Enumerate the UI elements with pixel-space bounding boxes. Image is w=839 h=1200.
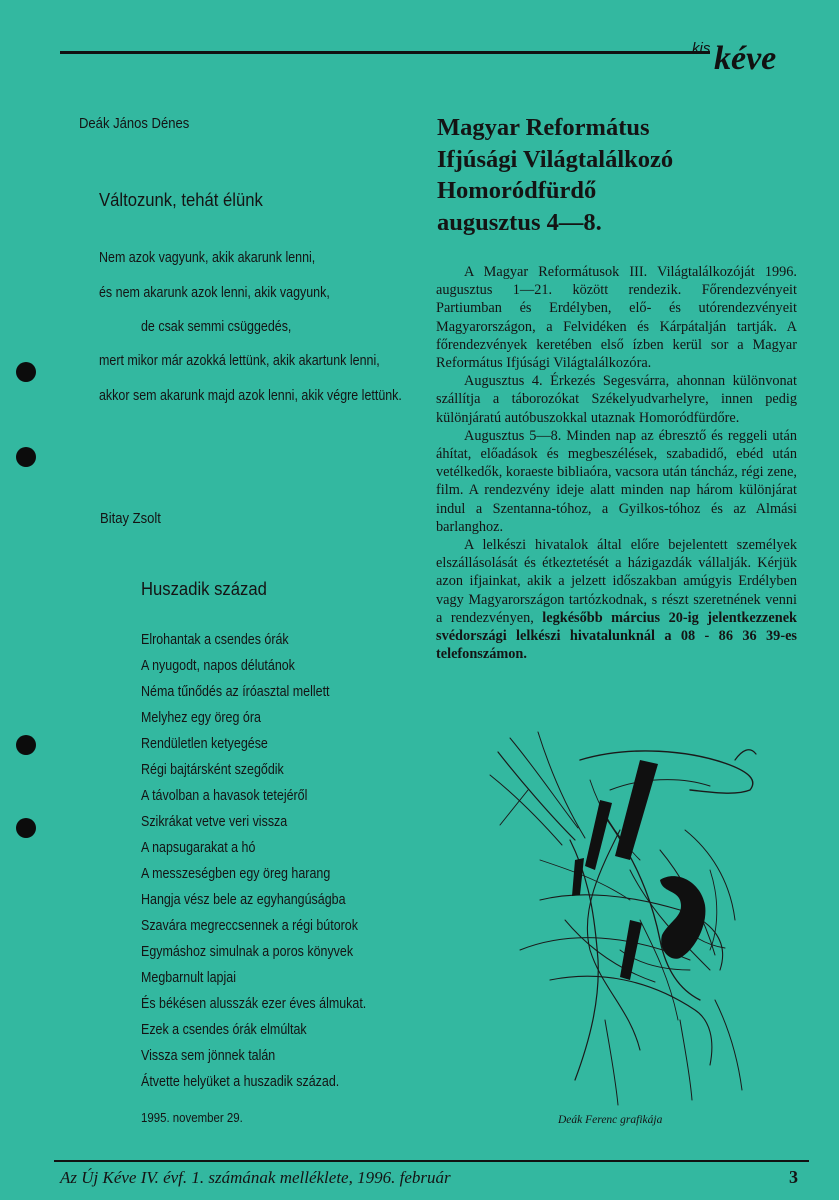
- poem2-line: Melyhez egy öreg óra: [141, 710, 261, 726]
- masthead-logo: [692, 38, 802, 82]
- poem2-date: 1995. november 29.: [141, 1110, 243, 1125]
- poem2-line: Hangja vész bele az egyhangúságba: [141, 892, 346, 908]
- poem2-title: Huszadik század: [141, 578, 267, 599]
- poem2-line: Megbarnult lapjai: [141, 970, 236, 986]
- article-paragraph: A Magyar Reformátusok III. Világtalálkozóját 1996. augusztus 1—21. között rendezik. Főrendezvényeit Partiumban és Erdélyben, elő- és utórendezvényeit Magyarországon, a Felvidéken és Kárpátalján tartják. A főrendezvények keretében első ízben kerül sor a Magyar Református Ifjúsági Világtalálkozóra.: [436, 264, 797, 372]
- article-bold-deadline: legkésőbb március 20-ig jelentkezzenek svédországi lelkészi hivatalunknál a 08 - 86 36 39-es telefonszámon.: [436, 609, 797, 663]
- article-body: [436, 263, 797, 663]
- header-rule: [60, 51, 710, 54]
- masthead-small: kis: [692, 40, 711, 57]
- poem2-line: Egymáshoz simulnak a poros könyvek: [141, 944, 354, 960]
- poem2-line: A távolban a havasok tetejéről: [141, 788, 308, 804]
- poem2-line: Ezek a csendes órák elmúltak: [141, 1022, 307, 1038]
- poem2-line: Átvette helyüket a huszadik század.: [141, 1074, 340, 1090]
- poem2-author: Bitay Zsolt: [100, 511, 161, 527]
- poem1-title: Változunk, tehát élünk: [99, 189, 263, 210]
- poem1-line: akkor sem akarunk majd azok lenni, akik végre lettünk.: [99, 388, 402, 404]
- poem2-line: Rendületlen ketyegése: [141, 736, 268, 752]
- binder-hole-3: [16, 735, 36, 755]
- article-paragraph: Augusztus 5—8. Minden nap az ébresztő és reggeli után áhítat, előadások és megbeszélések, szabadidő, ebéd után vetélkedők, koraeste bibliaóra, vacsora után táncház, régi zene, film. A rendezvény ideje alatt minden nap három különjárat indul a Szentanna-tóhoz, a Gyilkos-tóhoz és az Almási barlanghoz.: [436, 427, 797, 535]
- binder-hole-2: [16, 447, 36, 467]
- binder-hole-4: [16, 818, 36, 838]
- article-title-line: Ifjúsági Világtalálkozó: [437, 145, 674, 173]
- horse-ink-drawing: [480, 720, 780, 1110]
- poem1-line: és nem akarunk azok lenni, akik vagyunk,: [99, 285, 330, 301]
- article-title-line: augusztus 4—8.: [437, 208, 602, 236]
- article-title: [437, 112, 797, 238]
- poem2-line: A napsugarakat a hó: [141, 840, 256, 856]
- article-paragraph-contact: [436, 536, 797, 663]
- article-title-line: Magyar Református: [437, 114, 650, 141]
- article-paragraph: Augusztus 4. Érkezés Segesvárra, ahonnan különvonat szállítja a táborozókat Székelyudvarhelyre, innen pedig különjáratú autóbuszokkal utaznak Homoródfürdőre.: [436, 373, 797, 426]
- article-title-line: Homoródfürdő: [437, 177, 597, 204]
- poem2-line: Néma tűnődés az íróasztal mellett: [141, 684, 330, 700]
- poem2-line: És békésen alusszák ezer éves álmukat.: [141, 996, 367, 1012]
- masthead-large: kéve: [714, 40, 777, 77]
- poem2-line: Régi bajtársként szegődik: [141, 762, 284, 778]
- page-number: 3: [789, 1167, 798, 1187]
- article-text: A lelkészi hivatalok által előre bejelentett személyek elszállásolását és étkeztetését a házigazdák vállalják. Kérjük azon ifjainkat, akik a jelzett időszakban amúgyis Erdélyben vagy Magyarországon tartózkodnak, s részt szeretnének venni a rendezvényen,: [436, 537, 797, 626]
- poem2-line: Szikrákat vetve veri vissza: [141, 814, 288, 830]
- poem1-author: Deák János Dénes: [79, 116, 190, 132]
- artwork-caption: Deák Ferenc grafikája: [558, 1114, 663, 1126]
- poem2-line: Szavára megreccsennek a régi bútorok: [141, 918, 358, 934]
- poem2-line: Elrohantak a csendes órák: [141, 632, 289, 648]
- poem1-line: mert mikor már azokká lettünk, akik akartunk lenni,: [99, 353, 380, 369]
- poem1-line: Nem azok vagyunk, akik akarunk lenni,: [99, 250, 316, 266]
- footer-text: Az Új Kéve IV. évf. 1. számának melléklete, 1996. február: [60, 1168, 451, 1187]
- poem2-line: A messzeségben egy öreg harang: [141, 866, 331, 882]
- poem1-line: de csak semmi csüggedés,: [141, 319, 292, 335]
- footer-rule: [54, 1160, 809, 1162]
- poem2-line: A nyugodt, napos délutánok: [141, 658, 295, 674]
- poem2-line: Vissza sem jönnek talán: [141, 1048, 276, 1064]
- binder-hole-1: [16, 362, 36, 382]
